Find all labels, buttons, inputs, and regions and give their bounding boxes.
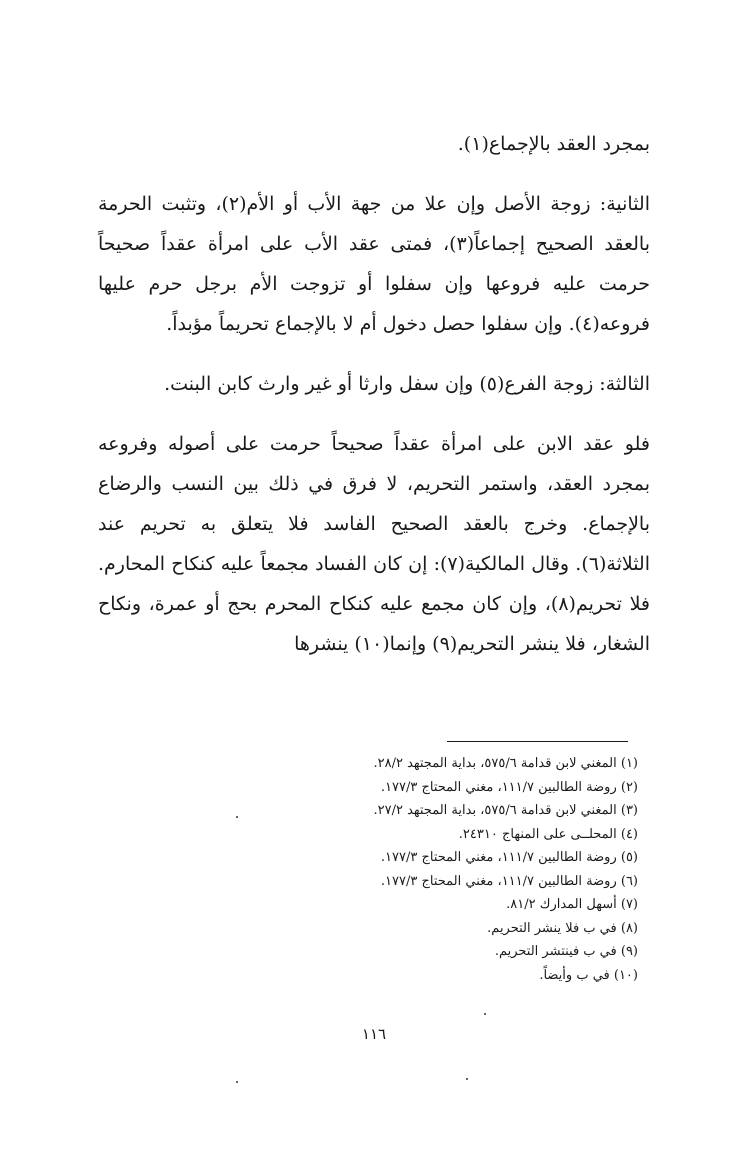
footnote-6: (٦) روضة الطالبين ١١١/٧، مغني المحتاج ١٧٧/٣. [380,873,638,889]
body-text [98,124,650,664]
footnote-2: (٢) روضة الطالبين ١١١/٧، مغني المحتاج ١٧٧/٣. [380,779,638,795]
footnotes [280,752,638,987]
paragraph-3: الثالثة: زوجة الفرع(٥) وإن سفل وارثا أو غير وارث كابن البنت. [164,373,650,395]
scan-speck [236,816,238,818]
paragraph-gap [98,404,650,424]
footnote-8: (٨) في ب فلا ينشر التحريم. [487,920,638,936]
footnote-9: (٩) في ب فينتشر التحريم. [494,944,638,959]
scan-speck [236,1081,238,1083]
footnote-3: (٣) المغني لابن قدامة ٥٧٥/٦، بداية المجتهد ٢٧/٢. [373,803,638,818]
paragraph-gap [98,164,650,184]
paragraph-1: بمجرد العقد بالإجماع(١). [457,133,650,155]
footnote-7: (٧) أسهل المدارك ٨١/٢. [506,897,638,912]
footnote-10: (١٠) في ب وأيضاً. [539,967,638,983]
paragraph-gap [98,344,650,364]
scan-speck [466,1078,468,1080]
paragraph-4: فلو عقد الابن على امرأة عقداً صحيحاً حرمت على أصوله وفروعه بمجرد العقد، واستمر التحريم، لا فرق في ذلك بين النسب والرضاع بالإجماع. وخرج بالعقد الصحيح الفاسد فلا يتعلق به تحريم عند الثلاثة(٦). وقال المالكية(٧): إن كان الفساد مجمعاً عليه كنكاح المحارم. فلا تحريم(٨)، وإن كان مجمع عليه كنكاح المحرم بحج أو عمرة، ونكاح الشغار، فلا ينشر التحريم(٩) وإنما(١٠) ينشرها [98,433,650,655]
footnote-5: (٥) روضة الطالبين ١١١/٧، مغني المحتاج ١٧٧/٣. [380,850,638,865]
footnote-1: (١) المغني لابن قدامة ٥٧٥/٦، بداية المجتهد ٢٨/٢. [373,756,638,771]
paragraph-2: الثانية: زوجة الأصل وإن علا من جهة الأب أو الأم(٢)، وتثبت الحرمة بالعقد الصحيح إجماعاً(٣)، فمتى عقد الأب على امرأة عقداً صحيحاً حرمت عليه فروعها وإن سفلوا أو تزوجت الأم برجل حرم عليها فروعه(٤). وإن سفلوا حصل دخول أم لا بالإجماع تحريماً مؤبداً. [98,193,650,335]
scan-speck [484,1013,486,1015]
footnote-separator [447,741,628,742]
page-number: ١١٦ [361,1025,387,1043]
footnote-4: (٤) المحلــى على المنهاج ٢٤٣١٠. [458,826,638,842]
